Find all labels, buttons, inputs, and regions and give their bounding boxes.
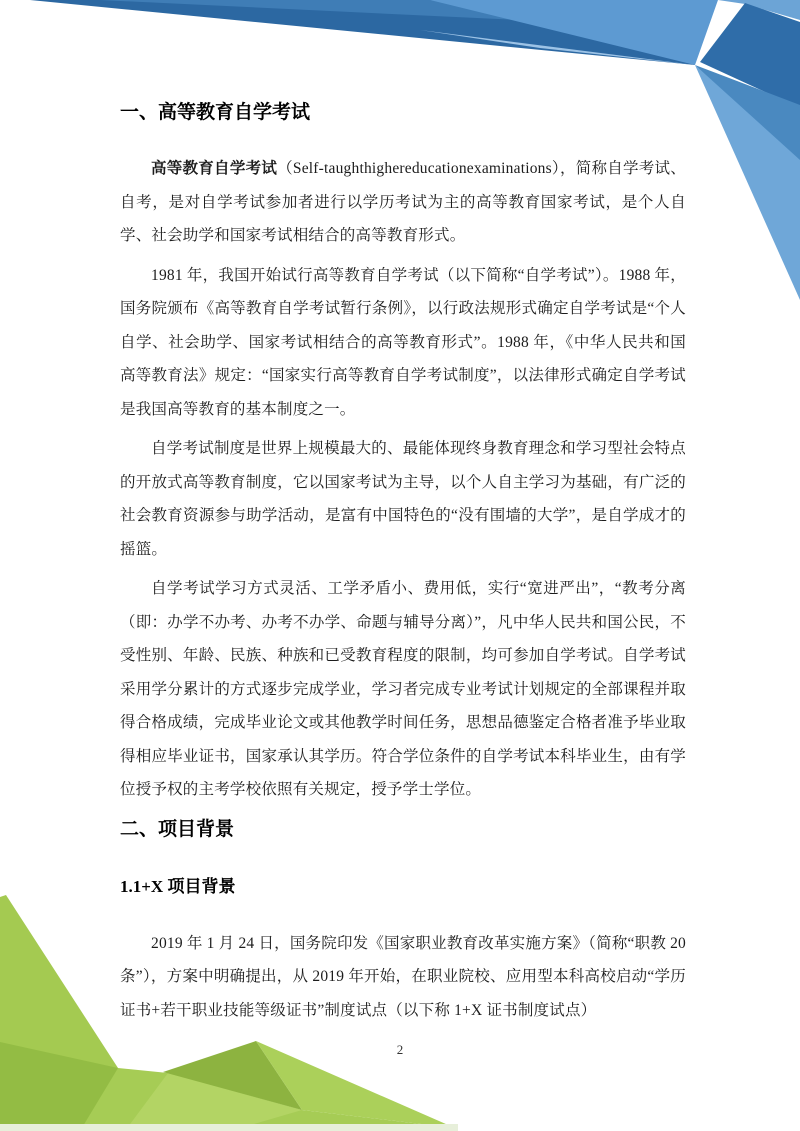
paragraph-history: 1981 年，我国开始试行高等教育自学考试（以下简称“自学考试”）。1988 年，国务院颁布《高等教育自学考试暂行条例》，以行政法规形式确定自学考试是“个人自学、社会助学、国家考试相结合的高等教育形式”。1988 年，《中华人民共和国高等教育法》规定：“国家实行高等教育自学考试制度”，以法律形式确定自学考试是我国高等教育的基本制度之一。 xyxy=(120,266,686,418)
facet-triangle xyxy=(0,1124,458,1131)
section-2-heading: 二、项目背景 xyxy=(120,818,235,840)
term-bold-lead: 高等教育自学考试 xyxy=(151,160,278,177)
subsection-heading: 1.1+X 项目背景 xyxy=(120,876,236,896)
paragraph-definition-text: （Self-taughthighereducationexaminations），简称自学考试、自考，是对自学考试参加者进行以学历考试为主的高等教育国家考试，是个人自学、社会助学和国家考试相结合的高等教育形式。 xyxy=(120,160,686,244)
paragraph-definition xyxy=(120,152,686,253)
section-1-heading: 一、高等教育自学考试 xyxy=(120,102,311,123)
page-number: 2 xyxy=(396,1042,404,1057)
paragraph-features: 自学考试学习方式灵活、工学矛盾小、费用低，实行“宽进严出”，“教考分离（即：办学不办考、办考不办学、命题与辅导分离）”，凡中华人民共和国公民，不受性别、年龄、民族、种族和已受教育程度的限制，均可参加自学考试。自学考试采用学分累计的方式逐步完成学业，学习者完成专业考试计划规定的全部课程并取得合格成绩，完成毕业论文或其他教学时间任务，思想品德鉴定合格者准予毕业取得相应毕业证书，国家承认其学历。符合学位条件的自学考试本科毕业生，由有学位授予权的主考学校依照有关规定，授予学士学位。 xyxy=(120,580,686,798)
paragraph-system: 自学考试制度是世界上规模最大的、最能体现终身教育理念和学习型社会特点的开放式高等教育制度，它以国家考试为主导，以个人自主学习为基础，有广泛的社会教育资源参与助学活动，是富有中国特色的“没有围墙的大学”，是自学成才的摇篮。 xyxy=(120,440,686,558)
document-body xyxy=(120,100,686,1027)
paragraph-background: 2019 年 1 月 24 日，国务院印发《国家职业教育改革实施方案》（简称“职教 20 条”），方案中明确提出，从 2019 年开始，在职业院校、应用型本科高校启动“学历证书+若干职业技能等级证书”制度试点（以下称 1+X 证书制度试点） xyxy=(120,934,686,1019)
